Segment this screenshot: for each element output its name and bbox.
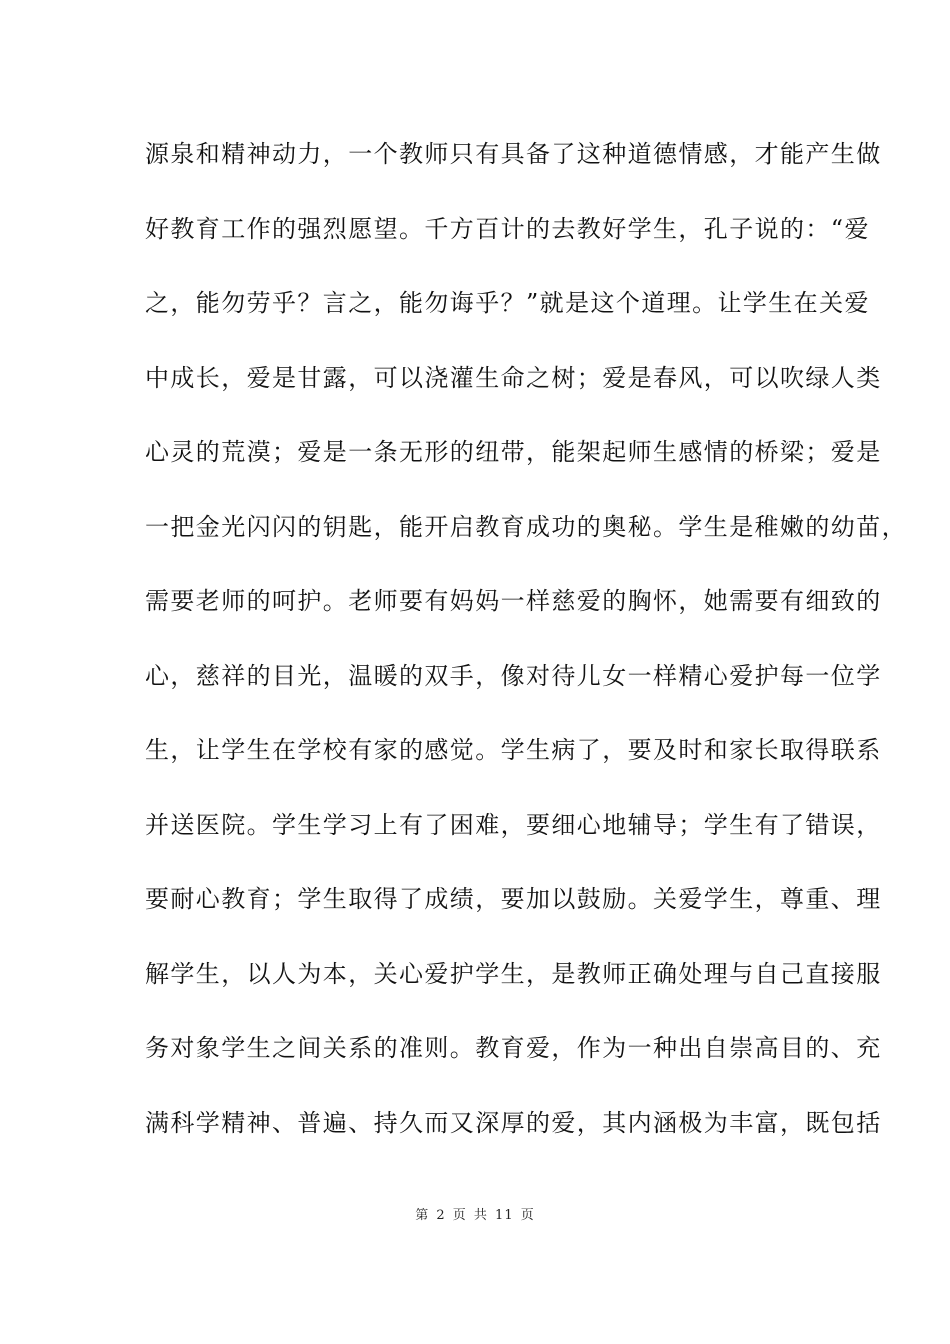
text-line: 心，慈祥的目光，温暖的双手，像对待儿女一样精心爱护每一位学 bbox=[145, 661, 882, 690]
page-number-footer: 第 2 页 共 11 页 bbox=[415, 1208, 535, 1223]
text-line: 生，让学生在学校有家的感觉。学生病了，要及时和家长取得联系 bbox=[145, 736, 882, 764]
body-text bbox=[145, 134, 907, 1177]
text-line: 好教育工作的强烈愿望。千方百计的去教好学生，孔子说的：“爱 bbox=[145, 214, 870, 243]
text-line: 务对象学生之间关系的准则。教育爱，作为一种出自崇高目的、充 bbox=[145, 1034, 882, 1062]
text-line: 需要老师的呵护。老师要有妈妈一样慈爱的胸怀，她需要有细致的 bbox=[145, 587, 882, 615]
text-line: 中成长，爱是甘露，可以浇灌生命之树；爱是春风，可以吹绿人类 bbox=[145, 363, 882, 392]
text-line: 满科学精神、普遍、持久而又深厚的爱，其内涵极为丰富，既包括 bbox=[145, 1108, 882, 1137]
text-line: 源泉和精神动力，一个教师只有具备了这种道德情感，才能产生做 bbox=[145, 140, 882, 168]
text-line: 心灵的荒漠；爱是一条无形的纽带，能架起师生感情的桥梁；爱是 bbox=[145, 438, 882, 466]
text-line: 一把金光闪闪的钥匙，能开启教育成功的奥秘。学生是稚嫩的幼苗， bbox=[145, 512, 907, 541]
text-line: 要耐心教育；学生取得了成绩，要加以鼓励。关爱学生，尊重、理 bbox=[145, 885, 882, 913]
text-line: 并送医院。学生学习上有了困难，要细心地辅导；学生有了错误， bbox=[145, 810, 882, 839]
text-line: 解学生，以人为本，关心爱护学生，是教师正确处理与自己直接服 bbox=[145, 959, 882, 988]
text-line: 之，能勿劳乎？言之，能勿诲乎？”就是这个道理。让学生在关爱 bbox=[145, 289, 870, 317]
